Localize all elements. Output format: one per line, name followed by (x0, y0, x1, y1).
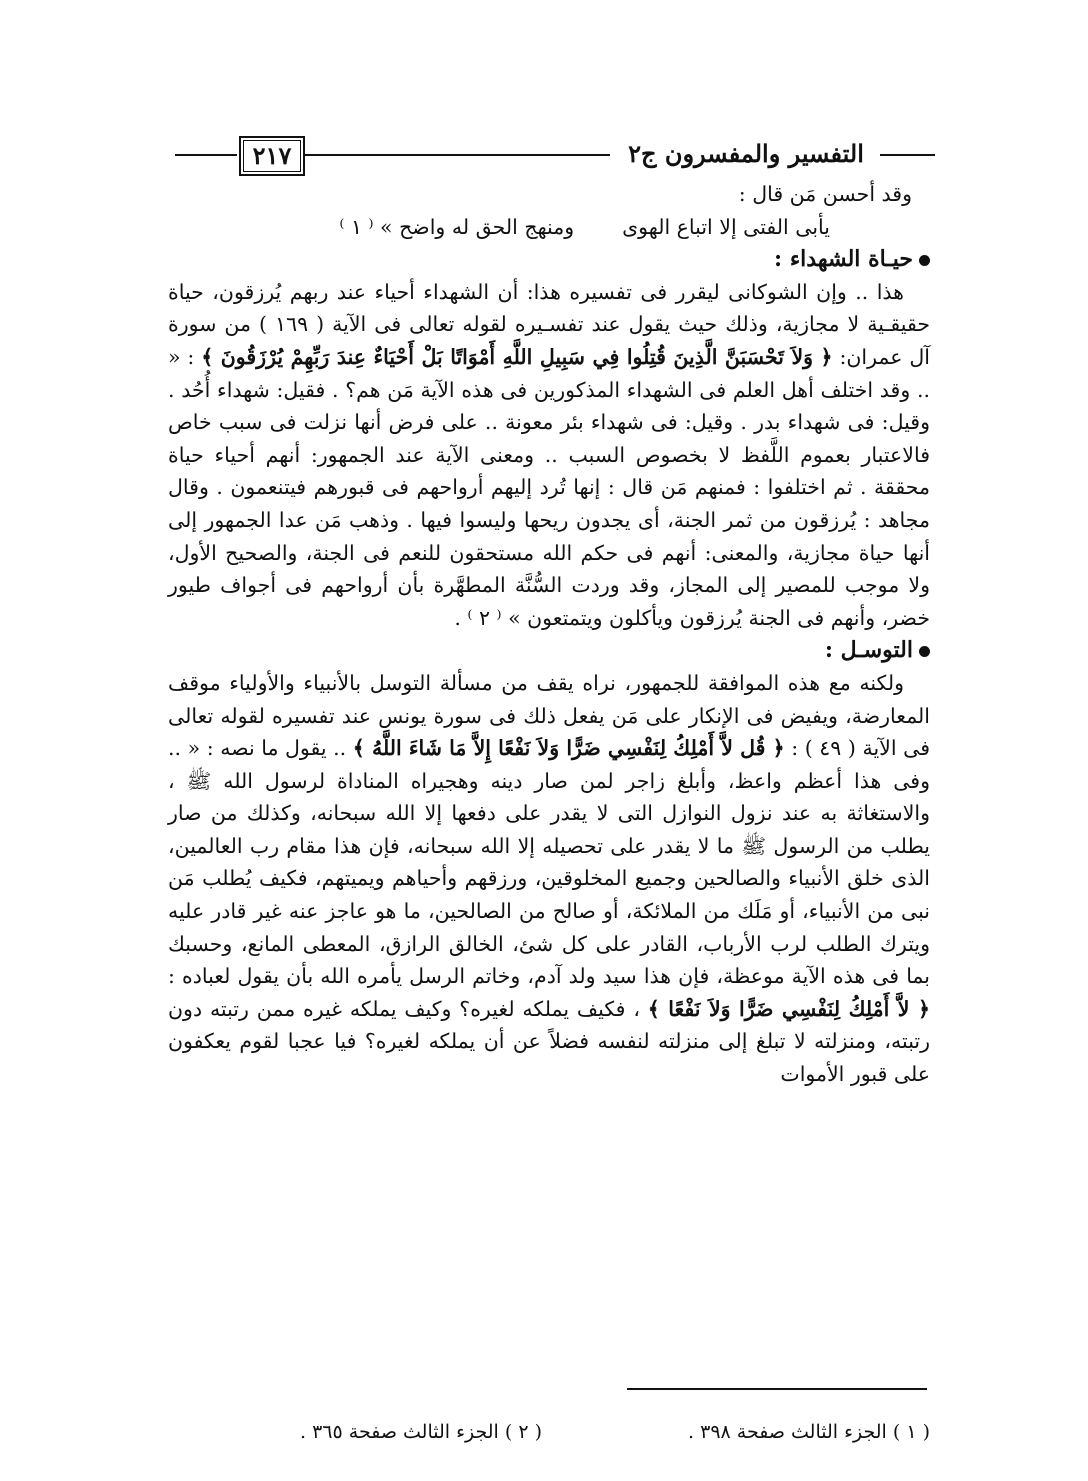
paragraph-martyrs (168, 276, 930, 635)
paragraph-text: ولكنه مع هذه الموافقة للجمهور، نراه يقف من مسألة التوسل بالأنبياء والأولياء موقف المعارضة، ويفيض فى الإنكار على مَن يفعل ذلك فى سورة يونس عند تفسيره لقوله تعالى فى الآية ( ٤٩ ) : (168, 670, 930, 761)
quran-verse: ﴿ وَلاَ تَحْسَبَنَّ الَّذِينَ قُتِلُوا فِي سَبِيلِ اللَّهِ أَمْوَاتًا بَلْ أَحْيَاءٌ عِندَ رَبِّهِمْ يُرْزَقُونَ ﴾ (201, 344, 833, 369)
bullet-icon (919, 646, 930, 657)
footnote-1: ( ١ ) الجزء الثالث صفحة ٣٩٨ . (688, 1421, 930, 1443)
header-rule-middle (305, 154, 610, 156)
paragraph-tawassul (168, 667, 930, 1091)
section-heading-martyrs (168, 243, 930, 276)
paragraph-text: .. يقول ما نصه : « .. وفى هذا أعظم واعظ، وأبلغ زاجر لمن صار دينه وهجيراه المناداة لرسول الله ﷺ ، والاستغاثة به عند نزول النوازل التى لا يقدر على دفعها إلا الله سبحانه، وكذلك من صار يطلب من الرسول ﷺ ما لا يقدر على تحصيله إلا الله سبحانه، فإن هذا مقام رب العالمين، الذى خلق الأنبياء والصالحين وجميع المخلوقين، ورزقهم وأحياهم ويميتهم، فكيف يُطلب مَن نبى من الأنبياء، أو مَلَك من الملائكة، أو صالح من الصالحين، ما هو عاجز عنه غير قادر عليه ويترك الطلب لرب الأرباب، القادر على كل شئ، الخالق الرازق، المعطى المانع، وحسبك بما فى هذه الآية موعظة، فإن هذا سيد ولد آدم، وخاتم الرسل يأمره الله بأن يقول لعباده : (168, 736, 930, 989)
footnote-2: ( ٢ ) الجزء الثالث صفحة ٣٦٥ . (300, 1421, 542, 1443)
body-text (168, 178, 930, 1091)
paragraph-text: هذا .. وإن الشوكانى ليقرر فى تفسيره هذا: أن الشهداء أحياء عند ربهم يُرزقون، حياة حقيقـية لا مجازية، وذلك حيث يقول عند تفسـيره لقوله تعالى فى الآية ( ١٦٩ ) من سورة آل عمران: (168, 279, 931, 369)
poem-hemistich-1: يأبى الفتى إلا اتباع الهوى (622, 214, 830, 239)
running-title: التفسير والمفسرون ج٢ (628, 139, 864, 168)
page-number: ٢١٧ (239, 136, 305, 176)
poem-verse (168, 211, 930, 244)
section-heading-martyrs-text: حيـاة الشهداء : (774, 246, 913, 273)
quran-verse: ﴿ قُل لاَّ أَمْلِكُ لِنَفْسِي ضَرًّا وَلاَ نَفْعًا إِلاَّ مَا شَاءَ اللَّهُ ﴾ (352, 736, 785, 761)
poem-hemistich-2: ومنهج الحق له واضح » ⁽ ١ ⁾ (339, 214, 575, 239)
quran-verse: ﴿ لاَّ أَمْلِكُ لِنَفْسِي ضَرًّا وَلاَ نَفْعًا ﴾ (647, 996, 930, 1021)
page-header (175, 132, 935, 176)
header-rule-left (175, 154, 237, 156)
intro-line: وقد أحسن مَن قال : (738, 182, 912, 206)
footnote-rule (627, 1388, 927, 1390)
paragraph-text: ، فكيف يملكه لغيره؟ وكيف يملكه غيره ممن رتبته دون رتبته، ومنزلته لا تبلغ إلى منزلته لنفسه فضلاً عن أن يملكه لغيره؟ فيا عجبا لقوم يعكفون على قبور الأموات (168, 996, 930, 1087)
paragraph-text: : « .. وقد اختلف أهل العلم فى الشهداء المذكورين فى هذه الآية مَن هم؟ . فقيل: شهداء أُحُد . وقيل: فى شهداء بدر . وقيل: فى شهداء بئر معونة .. على فرض أنها نزلت فى سبب خاص فالاعتبار بعموم اللَّفظ لا بخصوص السبب .. ومعنى الآية عند الجمهور: أنهم أحياء حياة محققة . ثم اختلفوا : فمنهم مَن قال : إنها تُرد إليهم أرواحهم فى قبورهم فيتنعمون . وقال مجاهد : يُرزقون من ثمر الجنة، أى يجدون ريحها وليسوا فيها . وذهب مَن عدا الجمهور إلى أنها حياة مجازية، والمعنى: أنهم فى حكم الله مستحقون للنعم فى الجنة، والصحيح الأول، ولا موجب للمصير إلى المجاز، وقد وردت السُّنَّة المطهَّرة بأن أرواحهم فى أجواف طيور خضر، وأنهم فى الجنة يُرزقون ويأكلون ويتمتعون » ⁽ ٢ ⁾ . (168, 344, 930, 630)
bullet-icon (919, 255, 930, 266)
footnotes (300, 1418, 930, 1446)
section-heading-tawassul (168, 634, 930, 667)
header-rule-right (880, 154, 935, 156)
section-heading-tawassul-text: التوسـل : (824, 637, 913, 664)
